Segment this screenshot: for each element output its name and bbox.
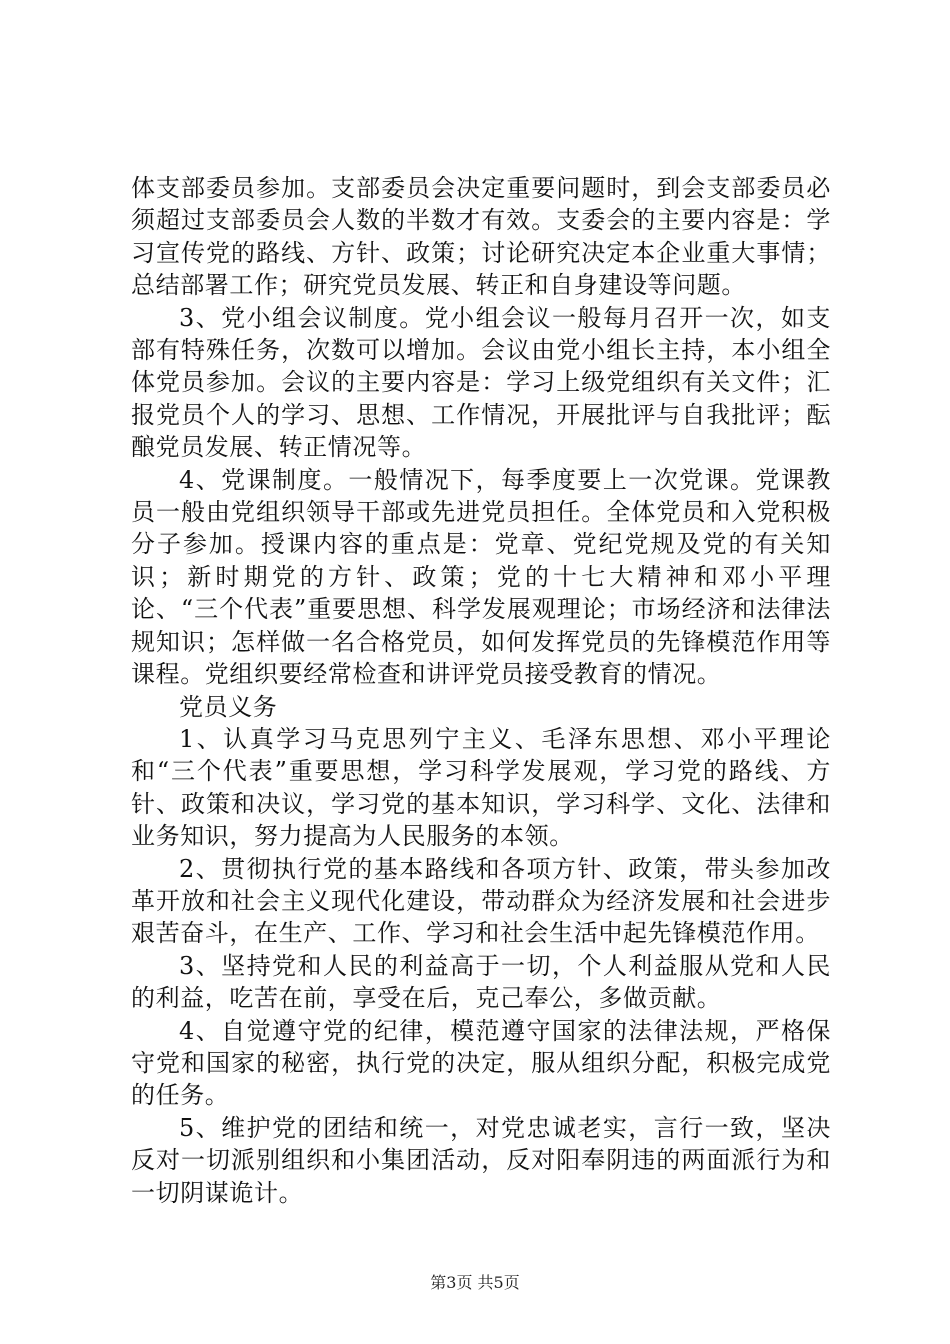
paragraph-duty-3: 3、坚持党和人民的利益高于一切，个人利益服从党和人民的利益，吃苦在前，享受在后，克己奉公，多做贡献。: [131, 951, 831, 1013]
paragraph-duty-5: 5、维护党的团结和统一，对党忠诚老实，言行一致，坚决反对一切派别组织和小集团活动，反对阳奉阴违的两面派行为和一切阴谋诡计。: [131, 1113, 831, 1207]
paragraph-continuation: 体支部委员参加。支部委员会决定重要问题时，到会支部委员必须超过支部委员会人数的半数才有效。支委会的主要内容是：学习宣传党的路线、方针、政策；讨论研究决定本企业重大事情；总结部署工作；研究党员发展、转正和自身建设等问题。: [131, 174, 831, 300]
paragraph-duty-4: 4、自觉遵守党的纪律，模范遵守国家的法律法规，严格保守党和国家的秘密，执行党的决定，服从组织分配，积极完成党的任务。: [131, 1016, 831, 1110]
section-heading-member-duties: 党员义务: [179, 692, 278, 721]
paragraph-party-group-meeting: 3、党小组会议制度。党小组会议一般每月召开一次，如支部有特殊任务，次数可以增加。会议由党小组长主持，本小组全体党员参加。会议的主要内容是：学习上级党组织有关文件；汇报党员个人的学习、思想、工作情况，开展批评与自我批评；酝酿党员发展、转正情况等。: [131, 303, 831, 462]
page-number-footer: 第3页 共5页: [430, 1273, 520, 1292]
paragraph-duty-2: 2、贯彻执行党的基本路线和各项方针、政策，带头参加改革开放和社会主义现代化建设，带动群众为经济发展和社会进步艰苦奋斗，在生产、工作、学习和社会生活中起先锋模范作用。: [131, 854, 831, 948]
paragraph-party-lecture: 4、党课制度。一般情况下，每季度要上一次党课。党课教员一般由党组织领导干部或先进党员担任。全体党员和入党积极分子参加。授课内容的重点是：党章、党纪党规及党的有关知识；新时期党的方针、政策；党的十七大精神和邓小平理论、“三个代表”重要思想、科学发展观理论；市场经济和法律法规知识；怎样做一名合格党员，如何发挥党员的先锋模范作用等课程。党组织要经常检查和讲评党员接受教育的情况。: [131, 465, 831, 689]
paragraph-duty-1: 1、认真学习马克思列宁主义、毛泽东思想、邓小平理论和“三个代表”重要思想，学习科学发展观，学习党的路线、方针、政策和决议，学习党的基本知识，学习科学、文化、法律和业务知识，努力提高为人民服务的本领。: [131, 724, 831, 851]
document-body: [131, 172, 831, 1209]
